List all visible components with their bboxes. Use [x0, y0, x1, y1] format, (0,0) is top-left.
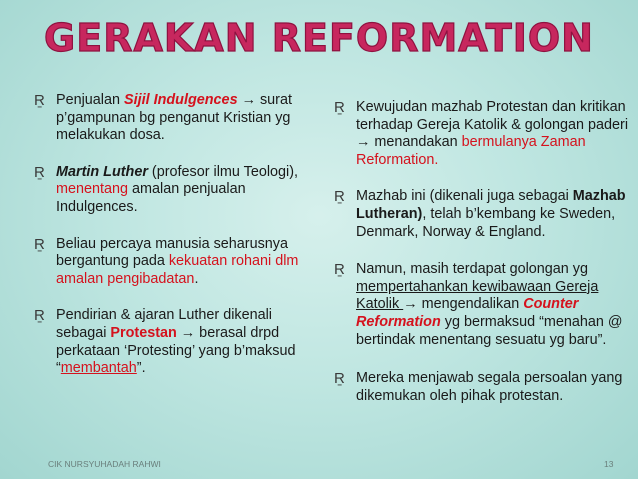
arrow-icon: →: [241, 92, 256, 108]
bullet-icon: Ṟ: [334, 370, 345, 388]
slide-title: GERAKAN REFORMATION: [44, 16, 594, 60]
highlight-text: bermulanya Zaman Reformation.: [356, 134, 586, 168]
text: Mazhab ini (dikenali juga sebagai: [356, 188, 573, 205]
highlight-text: menentang: [56, 181, 129, 198]
text: .: [194, 270, 199, 287]
bullet-icon: Ṟ: [34, 307, 45, 325]
bullet-icon: Ṟ: [334, 99, 345, 116]
name-text: Martin Luther: [56, 163, 148, 180]
text: Pendirian & ajaran Luther dikenali sebagai: [56, 307, 273, 341]
arrow-icon: →: [180, 324, 196, 341]
right-bullet-2: [334, 188, 634, 241]
text: ”.: [136, 360, 146, 377]
text: Namun, masih terdapat golongan yg: [356, 261, 588, 278]
text: mengendalikan: [417, 296, 524, 313]
text: surat p’gampunan bg penganut Kristian yg melakukan dosa.: [56, 92, 292, 144]
text: , telah b’kembang ke Sweden, Denmark, Norway & England.: [356, 205, 616, 240]
left-bullet-3: [34, 236, 302, 289]
bullet-icon: Ṟ: [34, 92, 45, 109]
left-bullet-2: [34, 164, 302, 217]
text: yg bermaksud “menahan @ bertindak menentang sesuatu yg baru”.: [356, 313, 623, 348]
bullet-icon: Ṟ: [34, 163, 45, 181]
highlight-text: membantah: [60, 360, 137, 377]
text: menandakan: [370, 134, 462, 151]
right-bullet-4: [334, 370, 634, 405]
highlight-text: kekuatan rohani dlm amalan pengibadatan: [56, 253, 299, 287]
right-bullet-3: [334, 261, 634, 349]
text: Penjualan: [56, 92, 125, 108]
text: Mereka menjawab segala persoalan yang dikemukan oleh pihak protestan.: [356, 370, 623, 404]
page-number: 13: [604, 459, 614, 469]
bold-text: Mazhab Lutheran): [356, 188, 626, 222]
left-bullet-4: [34, 307, 302, 377]
text: Beliau percaya manusia seharusnya bergantung pada: [56, 235, 288, 270]
text: berasal drpd perkataan ‘Protesting’ yang b’maksud “: [56, 324, 296, 377]
right-column: [334, 99, 634, 424]
bullet-icon: Ṟ: [34, 235, 45, 253]
text: Kewujudan mazhab Protestan dan kritikan terhadap Gereja Katolik & golongan paderi: [356, 99, 629, 133]
footer-author: CIK NURSYUHADAH RAHWI: [48, 459, 161, 469]
highlight-text: Protestan: [110, 324, 177, 341]
arrow-icon: →: [356, 134, 371, 151]
text: amalan penjualan Indulgences.: [56, 181, 246, 215]
arrow-icon: →: [403, 296, 418, 313]
underlined-text: mempertahankan kewibawaan Gereja Katolik: [356, 278, 599, 313]
highlight-text: Sijil Indulgences: [124, 92, 238, 108]
bullet-icon: Ṟ: [334, 261, 345, 279]
bullet-icon: Ṟ: [334, 188, 345, 206]
text: (profesor ilmu Teologi),: [147, 163, 299, 180]
left-bullet-1: [34, 92, 302, 145]
left-column: [34, 92, 302, 397]
highlight-text: Counter Reformation: [356, 296, 579, 330]
right-bullet-1: [334, 99, 634, 169]
